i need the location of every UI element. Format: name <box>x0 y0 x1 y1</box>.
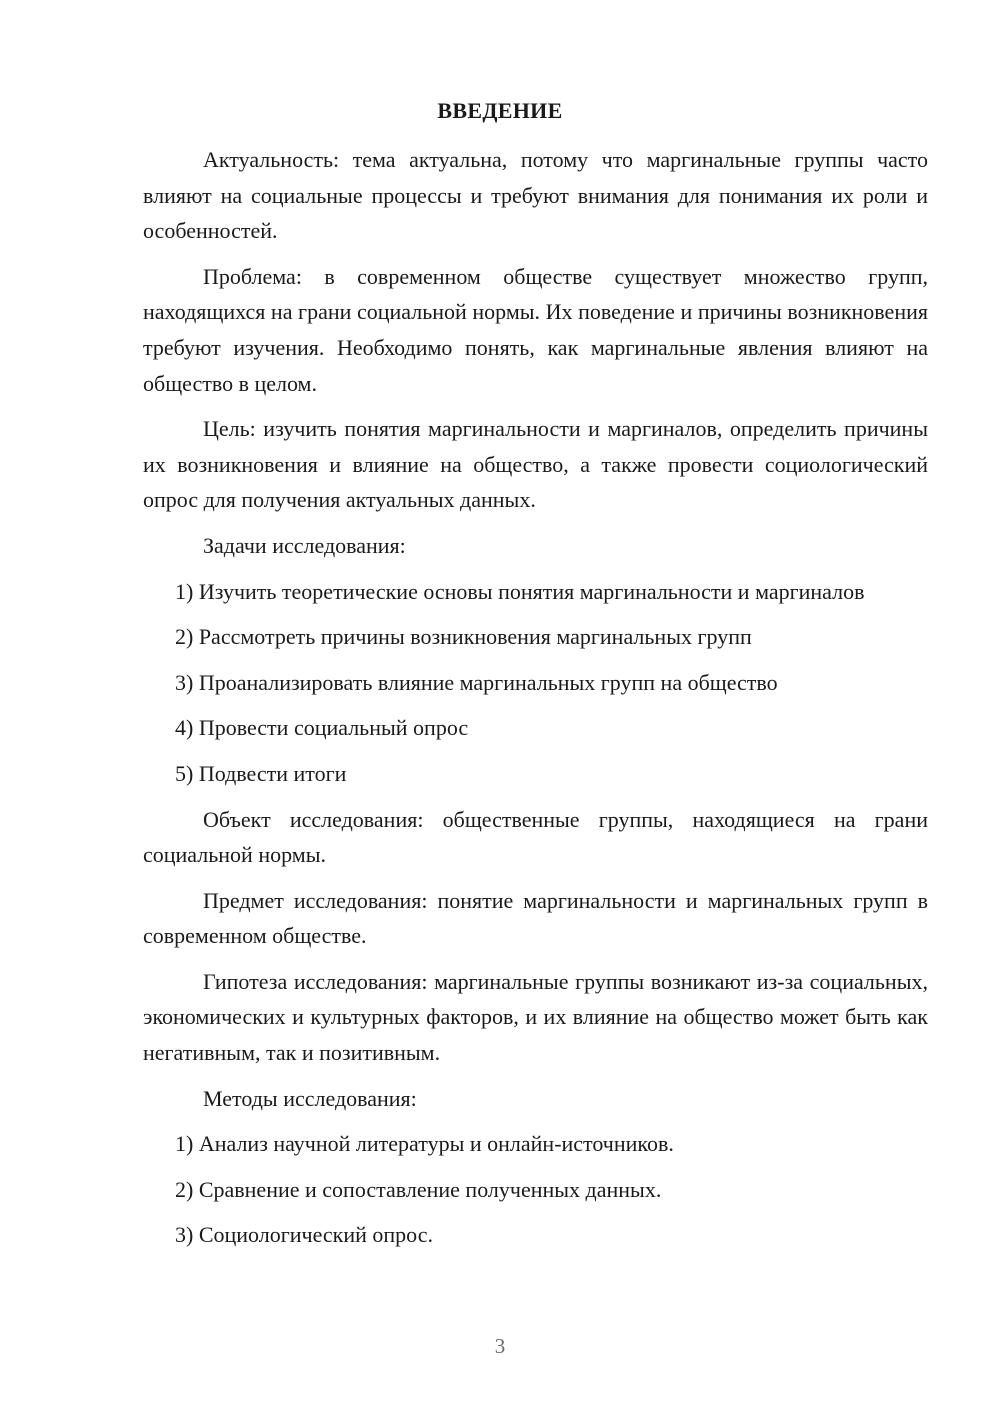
task-item: 5) Подвести итоги <box>175 760 347 786</box>
relevance-paragraph: Актуальность: тема актуальна, потому что маргинальные группы часто влияют на социальные процессы и требуют внимания для понимания их роли и особенностей. <box>143 147 928 244</box>
document-body <box>143 142 928 1263</box>
page-number: 3 <box>494 1334 506 1358</box>
method-item: 3) Социологический опрос. <box>175 1222 433 1248</box>
task-item: 1) Изучить теоретические основы понятия маргинальности и маргиналов <box>175 578 865 604</box>
tasks-heading: Задачи исследования: <box>203 532 406 558</box>
methods-heading: Методы исследования: <box>203 1085 417 1111</box>
task-item: 4) Провести социальный опрос <box>175 715 469 741</box>
task-item: 2) Рассмотреть причины возникновения маргинальных групп <box>175 624 752 650</box>
method-item: 2) Сравнение и сопоставление полученных данных. <box>175 1176 662 1202</box>
task-item: 3) Проанализировать влияние маргинальных групп на общество <box>175 669 778 695</box>
method-item: 1) Анализ научной литературы и онлайн-источников. <box>175 1131 674 1157</box>
section-title: ВВЕДЕНИЕ <box>437 98 563 123</box>
object-paragraph: Объект исследования: общественные группы, находящиеся на грани социальной нормы. <box>143 806 928 868</box>
subject-paragraph: Предмет исследования: понятие маргинальности и маргинальных групп в современном обществе. <box>143 887 928 949</box>
problem-paragraph: Проблема: в современном обществе существует множество групп, находящихся на грани социальной нормы. Их поведение и причины возникновения требуют изучения. Необходимо понять, как маргинальные явления влияют на общество в целом. <box>143 263 928 396</box>
goal-paragraph: Цель: изучить понятия маргинальности и маргиналов, определить причины их возникновения и влияние на общество, а также провести социологический опрос для получения актуальных данных. <box>143 416 928 513</box>
hypothesis-paragraph: Гипотеза исследования: маргинальные группы возникают из-за социальных, экономических и культурных факторов, и их влияние на общество может быть как негативным, так и позитивным. <box>143 968 928 1066</box>
